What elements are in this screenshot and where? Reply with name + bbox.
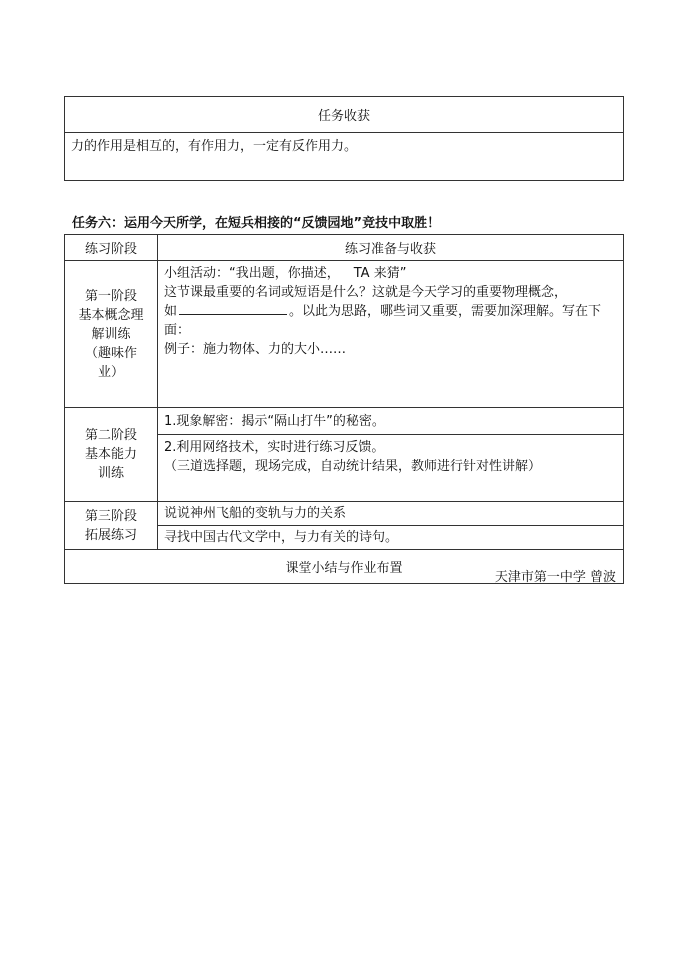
- stage1-label-line: 第一阶段: [84, 288, 137, 304]
- fill-in-blank: [179, 302, 287, 315]
- stage3-item1: 说说神州飞船的变轨与力的关系: [158, 502, 624, 526]
- gains-table: [64, 96, 624, 181]
- stage1-line1-a: 小组活动：“我出题，你描述，: [164, 266, 340, 281]
- stage1-line5: 例子：施力物体、力的大小……: [164, 342, 347, 357]
- gains-body: 力的作用是相互的，有作用力，一定有反作用力。: [65, 133, 624, 181]
- stage2-label-line: 第二阶段: [84, 428, 137, 443]
- stage3-label: [65, 502, 158, 550]
- stage3-item2: 寻找中国古代文学中，与力有关的诗句。: [158, 526, 624, 550]
- stage2-item1: 1.现象解密：揭示“隔山打牛”的秘密。: [158, 408, 624, 435]
- summary-row: 课堂小结与作业布置: [65, 550, 624, 584]
- author-signature: 天津市第一中学 曾波: [494, 570, 616, 585]
- stage1-label: [65, 261, 158, 408]
- stage1-line3-a: 如: [164, 304, 178, 319]
- stage1-label-line: （趣味作: [84, 345, 137, 361]
- stage1-content: [158, 261, 624, 408]
- stage1-line1: [164, 264, 617, 283]
- stage2-item2-note: （三道选择题，现场完成，自动统计结果，教师进行针对性讲解）: [164, 459, 542, 474]
- col-header-stage: 练习阶段: [65, 235, 158, 261]
- col-header-prep: 练习准备与收获: [158, 235, 624, 261]
- task6-heading: 任务六：运用今天所学，在短兵相接的“反馈园地”竞技中取胜！: [72, 216, 441, 231]
- practice-table: [64, 234, 624, 584]
- stage2-item2-cell: [158, 435, 624, 502]
- stage3-label-line: 拓展练习: [84, 527, 137, 543]
- stage1-label-line: 业）: [97, 364, 124, 380]
- stage2-label-line: 基本能力: [84, 447, 137, 462]
- stage3-label-line: 第三阶段: [84, 508, 137, 524]
- gains-header: 任务收获: [65, 97, 624, 133]
- stage1-line3: [164, 302, 617, 321]
- stage1-line4: 面：: [164, 323, 191, 338]
- stage2-label: [65, 408, 158, 502]
- stage1-label-line: 基本概念理: [78, 307, 144, 323]
- stage1-line2: 这节课最重要的名词或短语是什么？这就是今天学习的重要物理概念，: [164, 285, 568, 300]
- stage1-line1-b: TA 来猜”: [353, 266, 407, 281]
- stage2-item2: 2.利用网络技术，实时进行练习反馈。: [164, 440, 385, 455]
- stage1-line3-b: 。以此为思路，哪些词又重要，需要加深理解。写在下: [289, 304, 602, 319]
- stage2-label-line: 训练: [97, 466, 124, 481]
- stage1-label-line: 解训练: [91, 326, 131, 342]
